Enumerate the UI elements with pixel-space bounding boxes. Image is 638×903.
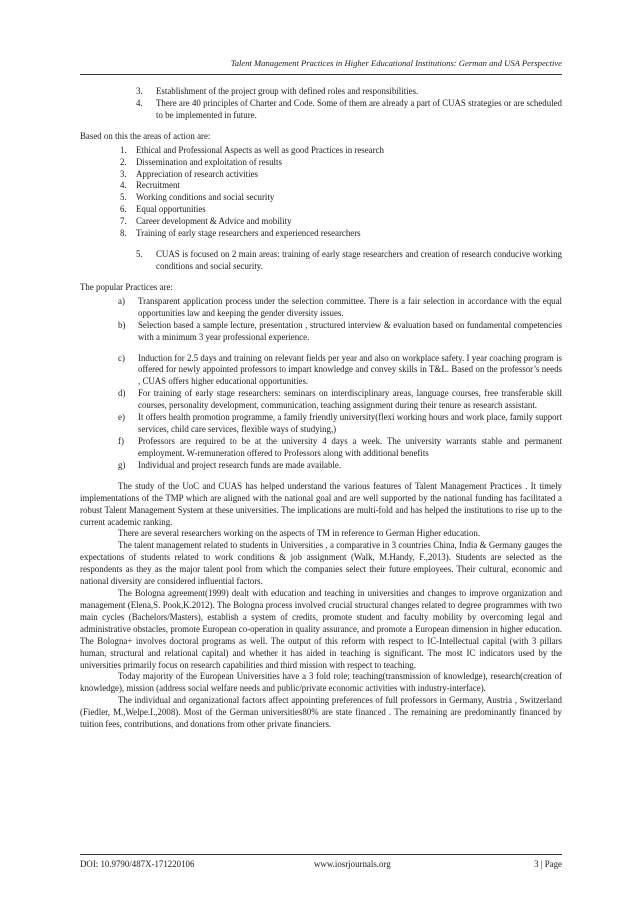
paragraph: The talent management related to students in Universities , a comparative in 3 countries China, India & Germany gauges the expectations of students related to work conditions & job assignment (Walk, M.Handy, F.,2013). Students are selected as the respondents as they as the major talent pool from which the companies select their future employees. Their cultural, economic and national diversity are considered influential factors. xyxy=(80,540,562,587)
list-item: 5. Working conditions and social security xyxy=(120,192,275,203)
list-item: 4. There are 40 principles of Charter and Code. Some of them are already a part of CUAS strategies or are scheduled to be implemented in future. xyxy=(136,97,562,120)
practices-list xyxy=(80,296,562,472)
paragraph: The study of the UoC and CUAS has helped understand the various features of Talent Management Practices . It timely implementations of the TMP which are aligned with the national goal and are well supported by the national funding has facilitated a robust Talent Management System at these universities. The implications are multi-fold and has helped the institutions to rise up to the current academic ranking. xyxy=(80,480,562,527)
page-number: 3 | Page xyxy=(534,859,562,869)
list-item: f) Professors are required to be at the university 4 days a week. The university warrants stable and permanent employment. W-remuneration offered to Professors along with additional benefits xyxy=(118,435,562,458)
paragraph: The individual and organizational factors affect appointing preferences of full professors in Germany, Austria , Switzerland (Fiedler, M.,Welpe.I.,2008). Most of the German universities80% are state financed . The remaining are predominantly financed by tuition fees, contributions, and donations from other private financiers. xyxy=(80,695,562,730)
list-item: 8. Training of early stage researchers and experienced researchers xyxy=(120,228,361,239)
article-body xyxy=(80,86,562,731)
list-item: e) It offers health promotion programme, a family friendly university(flexi working hours and work place, family support services, child care services, flexible ways of studying,) xyxy=(118,412,562,435)
page-footer xyxy=(80,854,562,872)
running-title: Talent Management Practices in Higher Educational Institutions: German and USA Perspective xyxy=(230,58,562,68)
list-item: g) Individual and project research funds are made available. xyxy=(118,459,342,470)
list-item: 3. Appreciation of research activities xyxy=(120,168,258,179)
doi-label: DOI: 10.9790/487X-171220106 xyxy=(80,859,195,869)
top-numbered-list xyxy=(80,86,562,122)
areas-intro: Based on this the areas of action are: xyxy=(80,130,211,141)
running-header xyxy=(80,58,562,75)
list-item: 7. Career development & Advice and mobility xyxy=(120,216,292,227)
list-item: b) Selection based a sample lecture, presentation , structured interview & evaluation based on fundamental competencies with a minimum 3 year professional experience. xyxy=(118,319,562,342)
paragraph: The Bologna agreement(1999) dealt with education and teaching in universities and changes to improve organization and management (Elena,S. Pook,K.2012). The Bologna process involved crucial structural changes related to degree programmes with two main cycles (Bachelors/Masters), establish a system of credits, promote student and faculty mobility by overcoming legal and administrative obstacles, promote European co-operation in quality assurance, and promote a European dimension in higher education. The Bologna+ involves doctoral programs as well. The output of this reform with respect to IC-Intellectual capital (with 3 pillars human, structural and relational capital) and whether it has aided in teaching is significant. The most IC indicators used by the universities primarily focus on research capabilities and third mission with respect to teaching. xyxy=(80,588,562,670)
list-item: 5. CUAS is focused on 2 main areas: training of early stage researchers and creation of research conducive working conditions and social security. xyxy=(136,249,562,271)
list-item: d) For training of early stage researchers: seminars on interdisciplinary areas, language courses, free transferable skill courses, personality development, communication, teaching assignment during their tenure as research assistant. xyxy=(118,388,562,411)
areas-of-action-list xyxy=(80,145,562,240)
focus-list xyxy=(80,249,562,273)
list-item: 3. Establishment of the project group with defined roles and responsibilities. xyxy=(136,86,419,96)
list-item: 1. Ethical and Professional Aspects as well as good Practices in research xyxy=(120,144,384,155)
practices-intro: The popular Practices are: xyxy=(80,281,173,292)
list-item: a) Transparent application process under the selection committee. There is a fair selection in accordance with the equal opportunities law and keeping the gender diversity issues. xyxy=(118,295,562,318)
list-item: 6. Equal opportunities xyxy=(120,204,206,215)
paragraph: Today majority of the European Universities have a 3 fold role; teaching(transmission of knowledge), research(creation of knowledge), mission (address social welfare needs and public/private economic activities with industry-interface). xyxy=(80,671,562,694)
list-item: 4. Recruitment xyxy=(120,180,180,191)
list-item: 2. Dissemination and exploitation of results xyxy=(120,156,282,167)
journal-website: www.iosrjournals.org xyxy=(314,859,391,869)
list-item: c) Induction for 2.5 days and training on relevant fields per year and also on workplace safety. I year coaching program is offered for newly appointed professors to impart knowledge and convey skills in T&L. Based on the professor’s needs , CUAS offers higher educational opportunities. xyxy=(118,352,562,387)
paragraph: There are several researchers working on the aspects of TM in reference to German Higher education. xyxy=(118,528,481,539)
